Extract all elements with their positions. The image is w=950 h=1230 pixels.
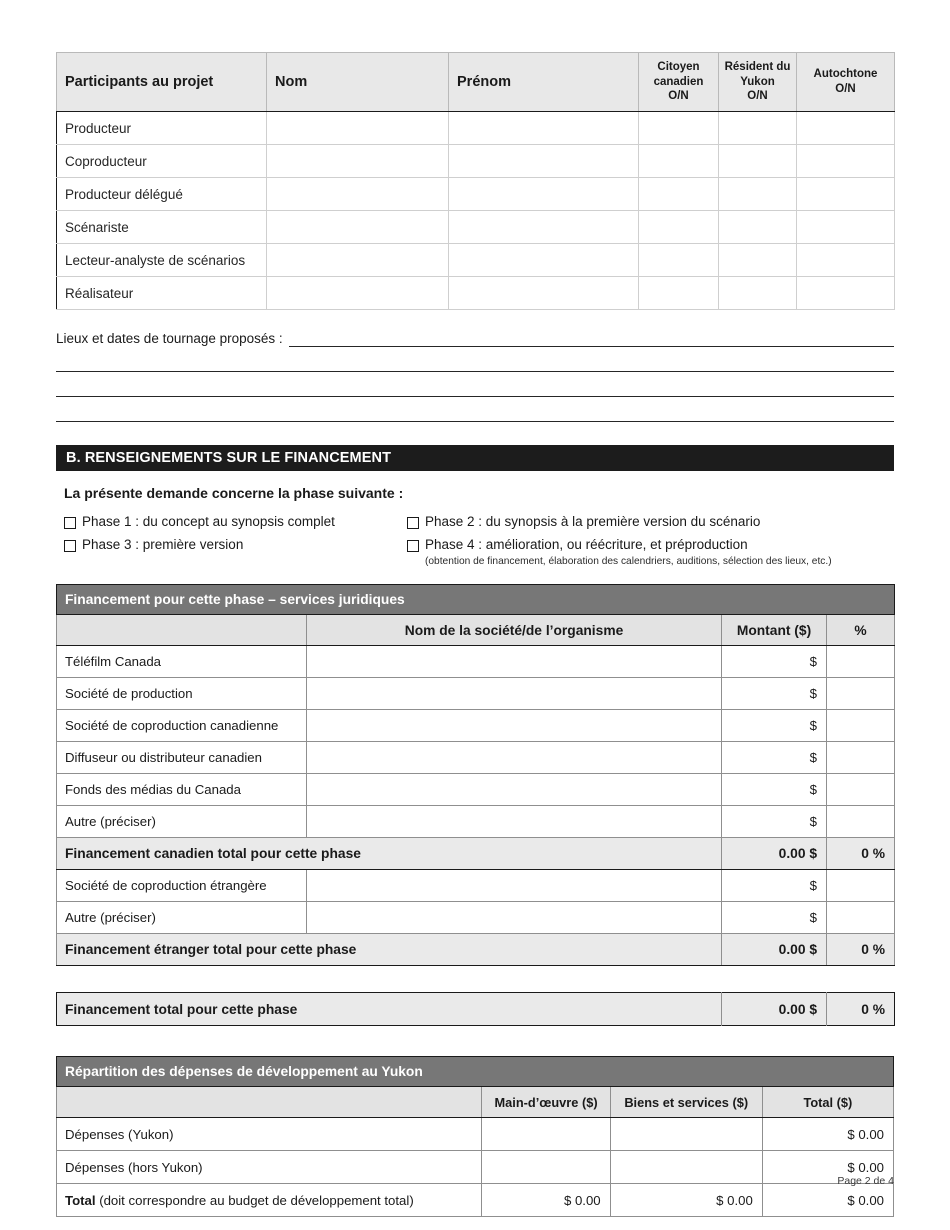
cell-organisme[interactable]	[307, 774, 722, 806]
table-row	[57, 870, 895, 902]
cell-pourcentage[interactable]	[827, 710, 895, 742]
financing-bar-title: Financement pour cette phase – services juridiques	[57, 585, 895, 615]
cell-prenom[interactable]	[449, 211, 639, 244]
foreign-total-label: Financement étranger total pour cette phase	[57, 934, 722, 966]
col-header-autochtone	[797, 53, 895, 112]
canadian-total-percent: 0 %	[827, 838, 895, 870]
col-header-nom: Nom	[267, 53, 449, 112]
table-header-row	[57, 53, 895, 112]
expenses-header-row	[57, 1087, 894, 1118]
col-header-organisme: Nom de la société/de l’organisme	[307, 615, 722, 646]
expenses-bar-title: Répartition des dépenses de développement au Yukon	[57, 1057, 894, 1087]
cell-autochtone[interactable]	[797, 112, 895, 145]
cell-pourcentage[interactable]	[827, 870, 895, 902]
cell-organisme[interactable]	[307, 806, 722, 838]
phase-label: Phase 2 : du synopsis à la première version du scénario	[425, 514, 761, 529]
locations-input-line-3[interactable]	[56, 379, 894, 397]
col-header-resident-yukon	[719, 53, 797, 112]
phase-label: Phase 3 : première version	[82, 537, 244, 552]
cell-citoyen[interactable]	[639, 211, 719, 244]
table-row	[57, 211, 895, 244]
table-row	[57, 1151, 894, 1184]
participants-table	[56, 52, 895, 310]
expenses-total-label-bold: Total	[65, 1192, 96, 1208]
header-line-3: O/N	[747, 90, 768, 103]
row-label: Scénariste	[57, 211, 267, 244]
col-header-total: Total ($)	[762, 1087, 893, 1118]
grand-total-table	[56, 992, 895, 1026]
cell-resident[interactable]	[719, 145, 797, 178]
cell-prenom[interactable]	[449, 178, 639, 211]
financing-table-bar	[57, 585, 895, 615]
col-header-montant: Montant ($)	[722, 615, 827, 646]
cell-citoyen[interactable]	[639, 178, 719, 211]
col-header-prenom: Prénom	[449, 53, 639, 112]
expenses-total-label	[57, 1184, 482, 1217]
cell-nom[interactable]	[267, 145, 449, 178]
col-header-pourcentage: %	[827, 615, 895, 646]
row-label: Dépenses (Yukon)	[57, 1118, 482, 1151]
row-label: Autre (préciser)	[57, 806, 307, 838]
expenses-table-bar	[57, 1057, 894, 1087]
header-line-1: Autochtone	[813, 68, 878, 81]
row-label: Réalisateur	[57, 277, 267, 310]
cell-organisme[interactable]	[307, 870, 722, 902]
cell-total: $ 0.00	[762, 1118, 893, 1151]
expenses-total-total: $ 0.00	[762, 1184, 893, 1217]
phase-option-3[interactable]	[64, 537, 407, 568]
cell-prenom[interactable]	[449, 112, 639, 145]
cell-montant[interactable]: $	[722, 678, 827, 710]
cell-pourcentage[interactable]	[827, 774, 895, 806]
table-row	[57, 902, 895, 934]
phase-option-2[interactable]	[407, 514, 760, 530]
expenses-total-label-rest: (doit correspondre au budget de développement total)	[95, 1192, 414, 1208]
col-header-blank	[57, 1087, 482, 1118]
cell-nom[interactable]	[267, 244, 449, 277]
row-label: Société de coproduction canadienne	[57, 710, 307, 742]
col-header-biens-services: Biens et services ($)	[610, 1087, 762, 1118]
checkbox-icon[interactable]	[407, 517, 419, 529]
row-label: Fonds des médias du Canada	[57, 774, 307, 806]
cell-citoyen[interactable]	[639, 277, 719, 310]
cell-citoyen[interactable]	[639, 145, 719, 178]
cell-montant[interactable]: $	[722, 806, 827, 838]
expenses-section	[56, 1056, 894, 1217]
table-row	[57, 806, 895, 838]
cell-resident[interactable]	[719, 178, 797, 211]
cell-total: $ 0.00	[762, 1151, 893, 1184]
cell-organisme[interactable]	[307, 710, 722, 742]
table-row	[57, 1118, 894, 1151]
cell-resident[interactable]	[719, 211, 797, 244]
cell-citoyen[interactable]	[639, 112, 719, 145]
financing-table	[56, 584, 895, 966]
table-row	[57, 178, 895, 211]
table-row	[57, 646, 895, 678]
row-label: Société de coproduction étrangère	[57, 870, 307, 902]
row-label: Société de production	[57, 678, 307, 710]
cell-nom[interactable]	[267, 211, 449, 244]
locations-section	[56, 322, 894, 422]
checkbox-icon[interactable]	[407, 540, 419, 552]
cell-organisme[interactable]	[307, 646, 722, 678]
cell-main-doeuvre[interactable]	[482, 1151, 610, 1184]
cell-montant[interactable]: $	[722, 902, 827, 934]
table-row	[57, 742, 895, 774]
canadian-total-row	[57, 838, 895, 870]
cell-resident[interactable]	[719, 112, 797, 145]
cell-nom[interactable]	[267, 112, 449, 145]
col-header-blank	[57, 615, 307, 646]
locations-extra-line	[56, 397, 894, 422]
cell-prenom[interactable]	[449, 277, 639, 310]
cell-pourcentage[interactable]	[827, 806, 895, 838]
cell-resident[interactable]	[719, 244, 797, 277]
cell-organisme[interactable]	[307, 742, 722, 774]
col-header-participants: Participants au projet	[57, 53, 267, 112]
cell-nom[interactable]	[267, 277, 449, 310]
phase-label: Phase 4 : amélioration, ou réécriture, et préproduction	[425, 537, 748, 552]
cell-resident[interactable]	[719, 277, 797, 310]
cell-pourcentage[interactable]	[827, 902, 895, 934]
header-line-2: Yukon	[740, 75, 775, 88]
cell-autochtone[interactable]	[797, 244, 895, 277]
phase-option-1[interactable]	[64, 514, 407, 530]
cell-pourcentage[interactable]	[827, 742, 895, 774]
table-row	[57, 277, 895, 310]
cell-montant[interactable]: $	[722, 870, 827, 902]
row-label: Diffuseur ou distributeur canadien	[57, 742, 307, 774]
cell-biens-services[interactable]	[610, 1118, 762, 1151]
phase-option-4[interactable]	[407, 537, 832, 568]
phase-checkbox-group	[56, 514, 894, 568]
locations-input-line-2[interactable]	[56, 354, 894, 372]
locations-extra-line	[56, 372, 894, 397]
col-header-citoyen-canadien	[639, 53, 719, 112]
participants-table-body	[57, 112, 895, 310]
cell-biens-services[interactable]	[610, 1151, 762, 1184]
foreign-total-percent: 0 %	[827, 934, 895, 966]
foreign-total-row	[57, 934, 895, 966]
cell-autochtone[interactable]	[797, 178, 895, 211]
locations-first-line	[56, 322, 894, 347]
expenses-total-main-doeuvre: $ 0.00	[482, 1184, 610, 1217]
canadian-total-label: Financement canadien total pour cette phase	[57, 838, 722, 870]
phase-note: (obtention de financement, élaboration des calendriers, auditions, sélection des lieux, etc.)	[425, 556, 832, 567]
row-label: Coproducteur	[57, 145, 267, 178]
cell-organisme[interactable]	[307, 678, 722, 710]
cell-prenom[interactable]	[449, 244, 639, 277]
grand-total-amount: 0.00 $	[722, 993, 827, 1026]
checkbox-icon[interactable]	[64, 517, 76, 529]
phase-label: Phase 1 : du concept au synopsis complet	[82, 514, 335, 529]
cell-nom[interactable]	[267, 178, 449, 211]
section-b-header: B. RENSEIGNEMENTS SUR LE FINANCEMENT	[56, 445, 894, 471]
row-label: Dépenses (hors Yukon)	[57, 1151, 482, 1184]
expenses-total-biens-services: $ 0.00	[610, 1184, 762, 1217]
header-line-2: canadien	[653, 75, 704, 88]
table-row	[57, 244, 895, 277]
table-row	[57, 774, 895, 806]
phase-row-1	[64, 514, 894, 530]
header-line-1: Résident du	[724, 60, 791, 73]
row-label: Téléfilm Canada	[57, 646, 307, 678]
row-label: Producteur délégué	[57, 178, 267, 211]
expenses-total-row	[57, 1184, 894, 1217]
grand-total-label: Financement total pour cette phase	[57, 993, 722, 1026]
table-row	[57, 678, 895, 710]
cell-pourcentage[interactable]	[827, 678, 895, 710]
expenses-table	[56, 1056, 894, 1217]
row-label: Producteur	[57, 112, 267, 145]
header-line-2: O/N	[835, 83, 856, 95]
cell-montant[interactable]: $	[722, 646, 827, 678]
table-row	[57, 145, 895, 178]
header-line-3: O/N	[668, 90, 689, 103]
header-line-1: Citoyen	[657, 60, 700, 73]
cell-citoyen[interactable]	[639, 244, 719, 277]
cell-prenom[interactable]	[449, 145, 639, 178]
financing-section	[56, 584, 894, 1026]
cell-pourcentage[interactable]	[827, 646, 895, 678]
cell-organisme[interactable]	[307, 902, 722, 934]
grand-total-percent: 0 %	[827, 993, 895, 1026]
section-b-subtitle: La présente demande concerne la phase suivante :	[64, 485, 404, 501]
table-row	[57, 112, 895, 145]
row-label: Autre (préciser)	[57, 902, 307, 934]
cell-main-doeuvre[interactable]	[482, 1118, 610, 1151]
foreign-total-amount: 0.00 $	[722, 934, 827, 966]
cell-autochtone[interactable]	[797, 211, 895, 244]
cell-autochtone[interactable]	[797, 145, 895, 178]
cell-montant[interactable]: $	[722, 710, 827, 742]
table-row	[57, 710, 895, 742]
cell-autochtone[interactable]	[797, 277, 895, 310]
grand-total-row	[57, 993, 895, 1026]
financing-header-row	[57, 615, 895, 646]
page-footer: Page 2 de 4	[837, 1175, 894, 1187]
cell-montant[interactable]: $	[722, 742, 827, 774]
col-header-main-doeuvre: Main-d’œuvre ($)	[482, 1087, 610, 1118]
cell-montant[interactable]: $	[722, 774, 827, 806]
phase-row-2	[64, 537, 894, 568]
checkbox-icon[interactable]	[64, 540, 76, 552]
locations-label: Lieux et dates de tournage proposés :	[56, 331, 283, 346]
row-label: Lecteur-analyste de scénarios	[57, 244, 267, 277]
locations-input-line-1[interactable]	[289, 329, 894, 347]
canadian-total-amount: 0.00 $	[722, 838, 827, 870]
locations-extra-line	[56, 347, 894, 372]
locations-input-line-4[interactable]	[56, 404, 894, 422]
